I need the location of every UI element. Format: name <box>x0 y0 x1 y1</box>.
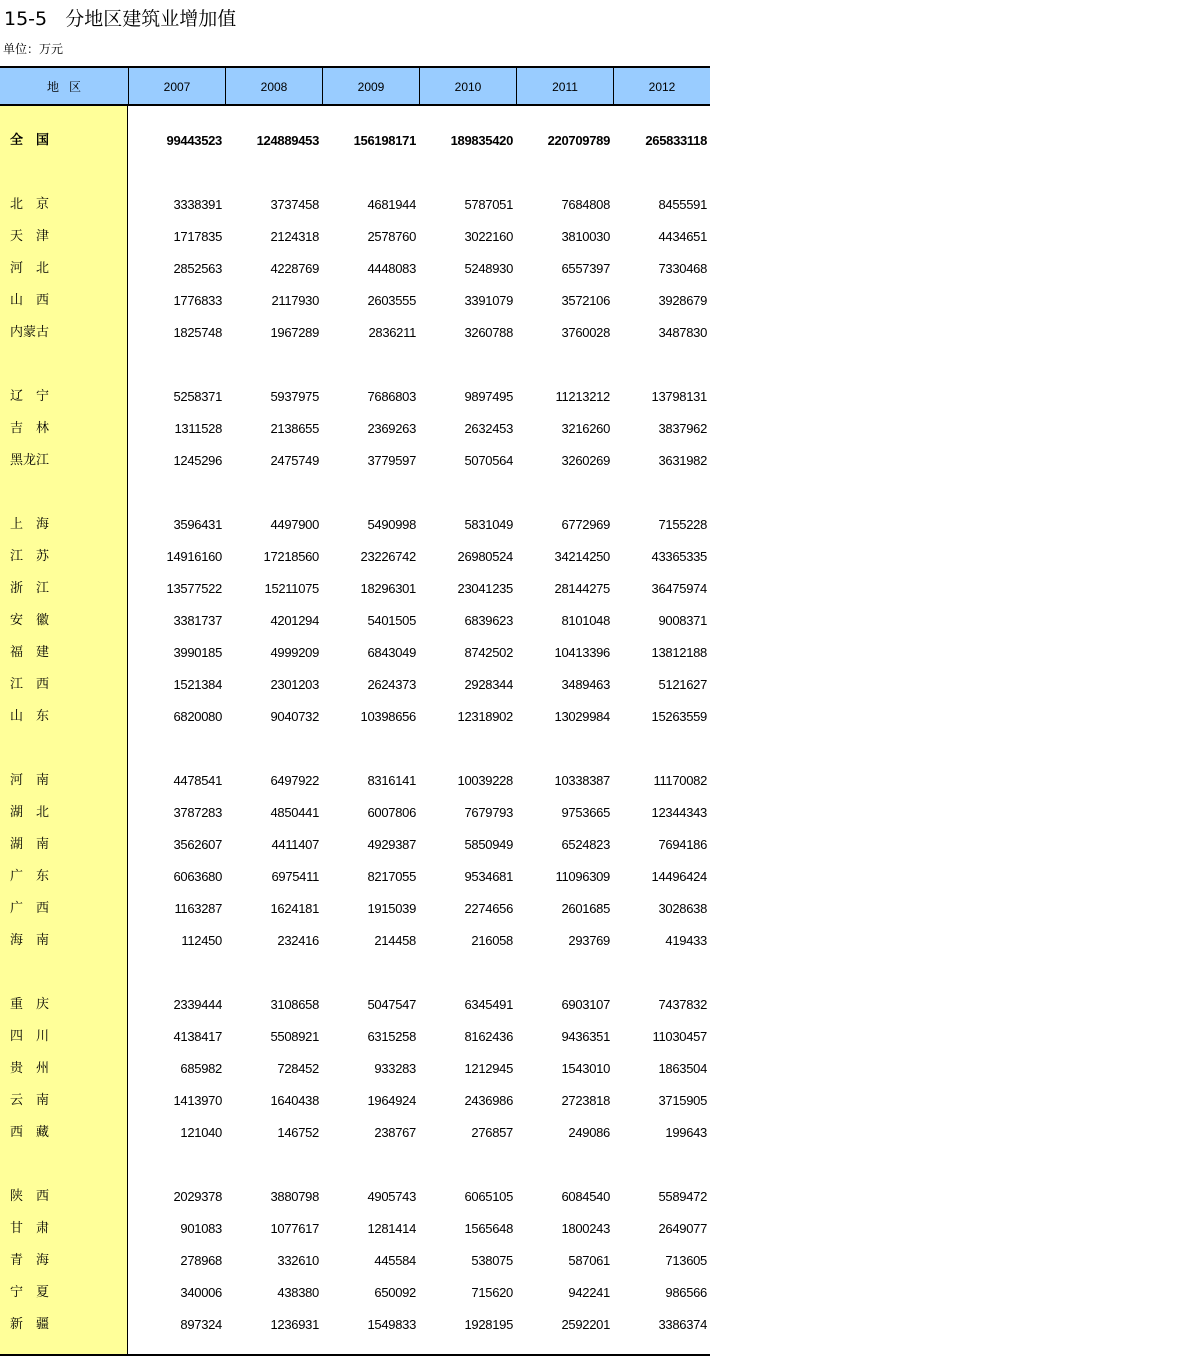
value-cell-2012: 5121627 <box>658 677 707 692</box>
region-name: 甘 肃 <box>10 1221 50 1236</box>
value-cell-2012: 7155228 <box>658 517 707 532</box>
value-cell-2012: 3928679 <box>658 293 707 308</box>
value-cell-2011: 11096309 <box>555 869 610 884</box>
region-name: 河 北 <box>10 261 50 276</box>
region-name: 安 徽 <box>10 613 50 628</box>
value-cell-2009: 6843049 <box>367 645 416 660</box>
header-year-2008: 2008 <box>225 68 322 104</box>
value-cell-2011: 11213212 <box>555 389 610 404</box>
region-name: 内蒙古 <box>10 325 50 340</box>
value-cell-2007: 3562607 <box>173 837 222 852</box>
value-cell-2009: 8316141 <box>367 773 416 788</box>
region-name: 辽 宁 <box>10 389 50 404</box>
value-cell-2012: 5589472 <box>658 1189 707 1204</box>
value-cell-2007: 3596431 <box>173 517 222 532</box>
value-cell-2011: 1543010 <box>561 1061 610 1076</box>
value-cell-2011: 10413396 <box>554 645 610 660</box>
value-cell-2010: 10039228 <box>457 773 513 788</box>
table-row <box>0 765 710 797</box>
table-row <box>0 1213 710 1245</box>
value-cell-2008: 15211075 <box>264 581 319 596</box>
table-row <box>0 573 710 605</box>
region-name: 重 庆 <box>10 997 50 1012</box>
region-name: 贵 州 <box>10 1061 50 1076</box>
table-row <box>0 669 710 701</box>
table-row <box>0 637 710 669</box>
value-cell-2010: 715620 <box>471 1285 513 1300</box>
value-cell-2011: 220709789 <box>547 133 610 148</box>
value-cell-2009: 6315258 <box>367 1029 416 1044</box>
value-cell-2009: 8217055 <box>367 869 416 884</box>
header-year-2010: 2010 <box>419 68 516 104</box>
table-row <box>0 253 710 285</box>
value-cell-2009: 6007806 <box>367 805 416 820</box>
table-row <box>0 797 710 829</box>
table-row <box>0 285 710 317</box>
value-cell-2011: 6524823 <box>561 837 610 852</box>
value-cell-2012: 13798131 <box>651 389 707 404</box>
region-name: 四 川 <box>10 1029 50 1044</box>
table-row <box>0 701 710 733</box>
value-cell-2010: 2274656 <box>464 901 513 916</box>
table-bottom-border <box>0 1354 710 1356</box>
value-cell-2009: 2603555 <box>367 293 416 308</box>
value-cell-2007: 6063680 <box>173 869 222 884</box>
region-name: 海 南 <box>10 933 50 948</box>
value-cell-2007: 340006 <box>180 1285 222 1300</box>
value-cell-2009: 445584 <box>374 1253 416 1268</box>
value-cell-2011: 7684808 <box>561 197 610 212</box>
value-cell-2009: 2578760 <box>367 229 416 244</box>
table-row <box>0 125 710 157</box>
value-cell-2010: 538075 <box>471 1253 513 1268</box>
table-header <box>0 66 710 106</box>
region-name: 北 京 <box>10 197 50 212</box>
region-name: 西 藏 <box>10 1125 50 1140</box>
page-title: 15-5 分地区建筑业增加值 <box>4 8 237 30</box>
value-cell-2012: 4434651 <box>658 229 707 244</box>
value-cell-2008: 124889453 <box>256 133 319 148</box>
value-cell-2007: 1311528 <box>174 421 222 436</box>
value-cell-2008: 6975411 <box>271 869 319 884</box>
value-cell-2009: 4681944 <box>367 197 416 212</box>
value-cell-2011: 587061 <box>568 1253 610 1268</box>
value-cell-2010: 2928344 <box>464 677 513 692</box>
value-cell-2007: 1163287 <box>174 901 222 916</box>
table-row <box>0 925 710 957</box>
value-cell-2008: 4850441 <box>270 805 319 820</box>
value-cell-2011: 249086 <box>568 1125 610 1140</box>
value-cell-2009: 1281414 <box>367 1221 416 1236</box>
header-region: 地区 <box>46 80 91 94</box>
value-cell-2009: 214458 <box>374 933 416 948</box>
value-cell-2009: 2624373 <box>367 677 416 692</box>
table-row <box>0 829 710 861</box>
value-cell-2008: 2475749 <box>270 453 319 468</box>
table-row <box>0 1277 710 1309</box>
value-cell-2007: 3381737 <box>173 613 222 628</box>
region-name: 吉 林 <box>10 421 50 436</box>
value-cell-2008: 17218560 <box>263 549 319 564</box>
table-row <box>0 1245 710 1277</box>
value-cell-2012: 2649077 <box>658 1221 707 1236</box>
value-cell-2009: 2369263 <box>367 421 416 436</box>
value-cell-2007: 278968 <box>180 1253 222 1268</box>
value-cell-2008: 1967289 <box>270 325 319 340</box>
value-cell-2008: 2301203 <box>270 677 319 692</box>
value-cell-2008: 4228769 <box>270 261 319 276</box>
value-cell-2010: 9534681 <box>464 869 513 884</box>
table-row <box>0 605 710 637</box>
value-cell-2009: 10398656 <box>360 709 416 724</box>
value-cell-2011: 3489463 <box>561 677 610 692</box>
value-cell-2010: 2436986 <box>464 1093 513 1108</box>
value-cell-2011: 9753665 <box>561 805 610 820</box>
value-cell-2011: 3216260 <box>561 421 610 436</box>
region-name: 湖 北 <box>10 805 50 820</box>
region-name: 宁 夏 <box>10 1285 50 1300</box>
value-cell-2010: 3022160 <box>464 229 513 244</box>
value-cell-2007: 121040 <box>180 1125 222 1140</box>
value-cell-2011: 2592201 <box>561 1317 610 1332</box>
table-row <box>0 413 710 445</box>
value-cell-2009: 238767 <box>374 1125 416 1140</box>
table-row <box>0 1309 710 1341</box>
value-cell-2012: 7437832 <box>658 997 707 1012</box>
value-cell-2009: 23226742 <box>360 549 416 564</box>
value-cell-2012: 713605 <box>665 1253 707 1268</box>
value-cell-2008: 1624181 <box>270 901 319 916</box>
region-name: 山 东 <box>10 709 50 724</box>
value-cell-2011: 6772969 <box>561 517 610 532</box>
value-cell-2008: 2124318 <box>270 229 319 244</box>
table-row <box>0 861 710 893</box>
value-cell-2007: 897324 <box>180 1317 222 1332</box>
value-cell-2008: 3108658 <box>270 997 319 1012</box>
value-cell-2009: 156198171 <box>353 133 416 148</box>
region-name: 陕 西 <box>10 1189 50 1204</box>
value-cell-2008: 1236931 <box>270 1317 319 1332</box>
value-cell-2012: 3386374 <box>658 1317 707 1332</box>
value-cell-2012: 3487830 <box>658 325 707 340</box>
region-name: 云 南 <box>10 1093 50 1108</box>
table-row <box>0 1117 710 1149</box>
value-cell-2011: 10338387 <box>554 773 610 788</box>
value-cell-2008: 4999209 <box>270 645 319 660</box>
value-cell-2008: 4201294 <box>270 613 319 628</box>
value-cell-2012: 11170082 <box>653 773 707 788</box>
value-cell-2010: 5070564 <box>464 453 513 468</box>
region-name: 广 东 <box>10 869 50 884</box>
region-name: 广 西 <box>10 901 50 916</box>
value-cell-2008: 4411407 <box>271 837 319 852</box>
value-cell-2007: 6820080 <box>173 709 222 724</box>
value-cell-2007: 5258371 <box>173 389 222 404</box>
value-cell-2007: 112450 <box>181 933 222 948</box>
region-name: 江 苏 <box>10 549 50 564</box>
value-cell-2009: 5490998 <box>367 517 416 532</box>
value-cell-2007: 1717835 <box>173 229 222 244</box>
table-row <box>0 189 710 221</box>
region-name: 山 西 <box>10 293 50 308</box>
region-name: 全 国 <box>10 133 50 148</box>
value-cell-2012: 43365335 <box>651 549 707 564</box>
region-name: 湖 南 <box>10 837 50 852</box>
value-cell-2010: 23041235 <box>457 581 513 596</box>
value-cell-2008: 3737458 <box>270 197 319 212</box>
value-cell-2012: 9008371 <box>658 613 707 628</box>
value-cell-2012: 8455591 <box>658 197 707 212</box>
value-cell-2011: 34214250 <box>554 549 610 564</box>
region-name: 河 南 <box>10 773 50 788</box>
value-cell-2008: 2138655 <box>270 421 319 436</box>
region-name: 黑龙江 <box>10 453 50 468</box>
value-cell-2008: 1077617 <box>270 1221 319 1236</box>
value-cell-2010: 2632453 <box>464 421 513 436</box>
value-cell-2012: 36475974 <box>651 581 707 596</box>
value-cell-2008: 5508921 <box>270 1029 319 1044</box>
value-cell-2010: 5248930 <box>464 261 513 276</box>
value-cell-2009: 5047547 <box>367 997 416 1012</box>
value-cell-2009: 1964924 <box>367 1093 416 1108</box>
value-cell-2007: 14916160 <box>166 549 222 564</box>
value-cell-2008: 438380 <box>277 1285 319 1300</box>
region-name: 上 海 <box>10 517 50 532</box>
value-cell-2011: 2723818 <box>561 1093 610 1108</box>
value-cell-2007: 4478541 <box>173 773 222 788</box>
region-name: 青 海 <box>10 1253 50 1268</box>
value-cell-2009: 933283 <box>374 1061 416 1076</box>
table-row <box>0 1085 710 1117</box>
value-cell-2011: 13029984 <box>554 709 610 724</box>
value-cell-2010: 3260788 <box>464 325 513 340</box>
value-cell-2008: 5937975 <box>270 389 319 404</box>
value-cell-2007: 1413970 <box>173 1093 222 1108</box>
value-cell-2010: 1212945 <box>464 1061 513 1076</box>
table-row <box>0 221 710 253</box>
value-cell-2010: 216058 <box>471 933 513 948</box>
value-cell-2012: 11030457 <box>652 1029 707 1044</box>
value-cell-2010: 7679793 <box>464 805 513 820</box>
value-cell-2010: 8162436 <box>464 1029 513 1044</box>
value-cell-2008: 2117930 <box>271 293 319 308</box>
value-cell-2009: 5401505 <box>367 613 416 628</box>
value-cell-2010: 5850949 <box>464 837 513 852</box>
value-cell-2010: 9897495 <box>464 389 513 404</box>
value-cell-2009: 18296301 <box>360 581 416 596</box>
value-cell-2007: 99443523 <box>166 133 222 148</box>
header-year-2007: 2007 <box>128 68 225 104</box>
value-cell-2007: 3787283 <box>173 805 222 820</box>
value-cell-2007: 2339444 <box>173 997 222 1012</box>
value-cell-2009: 4929387 <box>367 837 416 852</box>
table-row <box>0 541 710 573</box>
table-row <box>0 381 710 413</box>
value-cell-2012: 15263559 <box>651 709 707 724</box>
value-cell-2010: 1928195 <box>464 1317 513 1332</box>
value-cell-2011: 1800243 <box>561 1221 610 1236</box>
value-cell-2007: 4138417 <box>173 1029 222 1044</box>
region-name: 天 津 <box>10 229 50 244</box>
value-cell-2011: 9436351 <box>561 1029 610 1044</box>
value-cell-2010: 5831049 <box>464 517 513 532</box>
value-cell-2010: 3391079 <box>464 293 513 308</box>
table-row <box>0 989 710 1021</box>
value-cell-2010: 6345491 <box>464 997 513 1012</box>
value-cell-2009: 4905743 <box>367 1189 416 1204</box>
value-cell-2012: 3715905 <box>658 1093 707 1108</box>
value-cell-2007: 3990185 <box>173 645 222 660</box>
value-cell-2011: 3572106 <box>561 293 610 308</box>
value-cell-2012: 199643 <box>665 1125 707 1140</box>
value-cell-2011: 8101048 <box>561 613 610 628</box>
value-cell-2007: 685982 <box>180 1061 222 1076</box>
value-cell-2008: 3880798 <box>270 1189 319 1204</box>
value-cell-2012: 3837962 <box>658 421 707 436</box>
table-row <box>0 509 710 541</box>
value-cell-2011: 942241 <box>568 1285 610 1300</box>
value-cell-2010: 189835420 <box>450 133 513 148</box>
value-cell-2012: 3631982 <box>658 453 707 468</box>
value-cell-2008: 728452 <box>277 1061 319 1076</box>
value-cell-2012: 12344343 <box>651 805 707 820</box>
unit-label: 单位：万元 <box>3 42 64 56</box>
header-year-2012: 2012 <box>613 68 710 104</box>
header-year-2011: 2011 <box>516 68 613 104</box>
value-cell-2011: 293769 <box>568 933 610 948</box>
value-cell-2010: 1565648 <box>464 1221 513 1236</box>
value-cell-2009: 1549833 <box>367 1317 416 1332</box>
value-cell-2007: 1521384 <box>173 677 222 692</box>
value-cell-2010: 8742502 <box>464 645 513 660</box>
value-cell-2011: 6084540 <box>561 1189 610 1204</box>
table-row <box>0 1021 710 1053</box>
value-cell-2007: 901083 <box>180 1221 222 1236</box>
value-cell-2011: 3810030 <box>561 229 610 244</box>
value-cell-2011: 3760028 <box>561 325 610 340</box>
table-row <box>0 1053 710 1085</box>
value-cell-2009: 650092 <box>374 1285 416 1300</box>
value-cell-2011: 6557397 <box>561 261 610 276</box>
value-cell-2008: 232416 <box>277 933 319 948</box>
value-cell-2010: 6839623 <box>464 613 513 628</box>
value-cell-2008: 6497922 <box>270 773 319 788</box>
value-cell-2010: 12318902 <box>457 709 513 724</box>
value-cell-2009: 2836211 <box>368 325 416 340</box>
value-cell-2012: 419433 <box>665 933 707 948</box>
region-name: 江 西 <box>10 677 50 692</box>
region-name: 新 疆 <box>10 1317 50 1332</box>
value-cell-2012: 7694186 <box>658 837 707 852</box>
value-cell-2009: 3779597 <box>367 453 416 468</box>
value-cell-2007: 1776833 <box>173 293 222 308</box>
value-cell-2010: 6065105 <box>464 1189 513 1204</box>
value-cell-2009: 4448083 <box>367 261 416 276</box>
value-cell-2009: 7686803 <box>367 389 416 404</box>
table-row <box>0 893 710 925</box>
value-cell-2012: 3028638 <box>658 901 707 916</box>
value-cell-2010: 26980524 <box>457 549 513 564</box>
table-row <box>0 445 710 477</box>
value-cell-2008: 1640438 <box>270 1093 319 1108</box>
region-name: 福 建 <box>10 645 50 660</box>
value-cell-2007: 1825748 <box>173 325 222 340</box>
value-cell-2007: 13577522 <box>166 581 222 596</box>
region-name: 浙 江 <box>10 581 50 596</box>
table-row <box>0 317 710 349</box>
value-cell-2010: 276857 <box>471 1125 513 1140</box>
value-cell-2008: 332610 <box>277 1253 319 1268</box>
value-cell-2008: 9040732 <box>270 709 319 724</box>
value-cell-2007: 1245296 <box>173 453 222 468</box>
value-cell-2007: 3338391 <box>173 197 222 212</box>
value-cell-2008: 4497900 <box>270 517 319 532</box>
value-cell-2007: 2029378 <box>173 1189 222 1204</box>
value-cell-2009: 1915039 <box>367 901 416 916</box>
value-cell-2012: 14496424 <box>651 869 707 884</box>
value-cell-2012: 265833118 <box>645 133 707 148</box>
value-cell-2008: 146752 <box>277 1125 319 1140</box>
value-cell-2011: 2601685 <box>561 901 610 916</box>
header-year-2009: 2009 <box>322 68 419 104</box>
value-cell-2011: 3260269 <box>561 453 610 468</box>
value-cell-2011: 6903107 <box>561 997 610 1012</box>
value-cell-2012: 1863504 <box>658 1061 707 1076</box>
value-cell-2007: 2852563 <box>173 261 222 276</box>
value-cell-2012: 7330468 <box>658 261 707 276</box>
table-row <box>0 1181 710 1213</box>
value-cell-2012: 986566 <box>665 1285 707 1300</box>
value-cell-2010: 5787051 <box>464 197 513 212</box>
value-cell-2012: 13812188 <box>651 645 707 660</box>
value-cell-2011: 28144275 <box>554 581 610 596</box>
